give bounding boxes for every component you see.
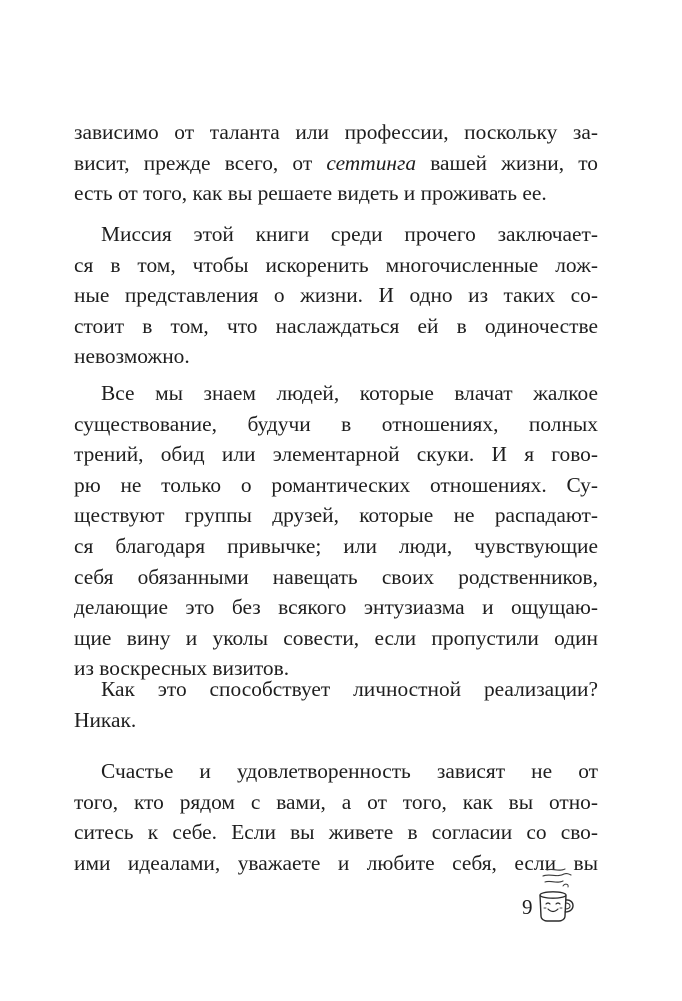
italic-term: сеттинга xyxy=(326,150,417,175)
text-segment: есть от того, как вы решаете видеть и проживать ее. xyxy=(74,181,547,206)
page-number: 9 xyxy=(522,895,533,919)
text-line xyxy=(74,500,598,531)
text-line xyxy=(74,280,598,311)
text-segment: того, кто рядом с вами, а от того, как вы отно- xyxy=(74,789,598,814)
text-line xyxy=(74,117,598,148)
text-line xyxy=(74,178,598,209)
steaming-mug-icon xyxy=(533,866,581,924)
text-line xyxy=(74,311,598,342)
text-line xyxy=(74,562,598,593)
text-line xyxy=(74,623,598,654)
text-line xyxy=(74,341,598,372)
paragraph-1 xyxy=(74,117,598,209)
text-segment: рю не только о романтических отношениях. Су- xyxy=(74,472,598,497)
text-line xyxy=(74,470,598,501)
text-line xyxy=(74,148,598,179)
text-segment: себя обязанными навещать своих родственников, xyxy=(74,564,598,589)
text-segment: делающие это без всякого энтузиазма и ощущаю- xyxy=(74,595,598,620)
text-segment: существование, будучи в отношениях, полных xyxy=(74,411,598,436)
text-line xyxy=(74,756,598,787)
text-segment: ные представления о жизни. И одно из таких со- xyxy=(74,283,598,308)
text-segment: ся в том, чтобы искоренить многочисленные лож- xyxy=(74,252,598,277)
text-line xyxy=(74,531,598,562)
text-line xyxy=(74,592,598,623)
text-segment: Как это способствует личностной реализации? xyxy=(101,677,598,701)
text-segment: Миссия этой книги среди прочего заключает- xyxy=(101,222,598,246)
text-segment: ими идеалами, уважаете и любите себя, если вы xyxy=(74,850,598,875)
text-segment: Никак. xyxy=(74,707,137,732)
text-segment: трений, обид или элементарной скуки. И я гово- xyxy=(74,442,598,467)
text-line xyxy=(74,674,598,705)
paragraph-5 xyxy=(74,756,598,878)
text-segment: зависимо от таланта или профессии, поскольку за- xyxy=(74,120,598,144)
text-line xyxy=(74,787,598,818)
paragraph-4 xyxy=(74,674,598,735)
text-segment: ситесь к себе. Если вы живете в согласии со сво- xyxy=(74,820,598,845)
text-segment: щие вину и уколы совести, если пропустили один xyxy=(74,625,598,650)
text-line xyxy=(74,250,598,281)
text-line xyxy=(74,817,598,848)
text-segment: вашей жизни, то xyxy=(416,150,598,175)
text-segment: Счастье и удовлетворенность зависят не от xyxy=(101,759,598,783)
text-segment: ществуют группы друзей, которые не распадают- xyxy=(74,503,598,528)
text-segment: стоит в том, что наслаждаться ей в одиночестве xyxy=(74,313,598,338)
paragraph-2 xyxy=(74,219,598,372)
text-segment: невозможно. xyxy=(74,344,190,369)
text-line xyxy=(74,378,598,409)
text-line xyxy=(74,705,598,736)
text-segment: висит, прежде всего, от xyxy=(74,150,327,175)
text-segment: из воскресных визитов. xyxy=(74,656,290,681)
text-line xyxy=(74,439,598,470)
paragraph-3 xyxy=(74,378,598,684)
text-segment: ся благодаря привычке; или люди, чувствующие xyxy=(74,533,598,558)
text-line xyxy=(74,848,598,879)
text-line xyxy=(74,409,598,440)
text-line xyxy=(74,219,598,250)
text-segment: Все мы знаем людей, которые влачат жалкое xyxy=(101,381,598,405)
